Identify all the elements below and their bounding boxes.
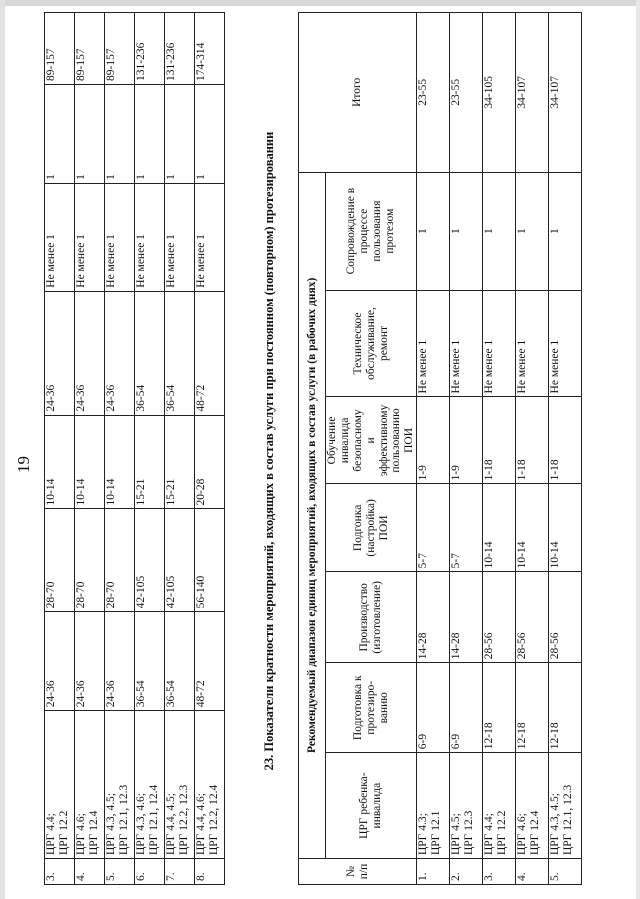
table-row: [417, 13, 450, 885]
cell-c4: 36-54: [135, 291, 165, 415]
table-row: [45, 13, 75, 885]
cell-c2: 14-28: [417, 572, 450, 663]
cell-c5: Не менее 1: [135, 183, 165, 291]
cell-crg: ЦРГ 4.3, 4.5; ЦРГ 12.1, 12.3: [105, 711, 135, 859]
table-row: [549, 13, 582, 885]
cell-crg: ЦРГ 4.4; ЦРГ 12.2: [483, 753, 516, 859]
cell-num: 4.: [516, 859, 549, 885]
cell-c3: 10-14: [516, 484, 549, 572]
cell-c3: 10-14: [483, 484, 516, 572]
cell-c2: 56-140: [195, 509, 225, 612]
cell-c7: 34-105: [483, 13, 516, 173]
cell-c4: 1-18: [516, 397, 549, 484]
cell-crg: ЦРГ 4.6; ЦРГ 12.4: [516, 753, 549, 859]
cell-c5: Не менее 1: [516, 290, 549, 397]
cell-c6: 1: [135, 85, 165, 184]
header-training: Обучение инвалида безопасному и эффективному пользованию ПОИ: [326, 397, 417, 484]
continued-table-body: [45, 13, 225, 885]
header-num: № п/п: [299, 859, 417, 885]
cell-c2: 14-28: [450, 572, 483, 663]
cell-c6: 1: [75, 85, 105, 184]
multiplicity-table-body: [417, 13, 582, 885]
cell-c3: 10-14: [549, 484, 582, 572]
cell-c1: 24-36: [105, 612, 135, 711]
table-row: [165, 13, 195, 885]
cell-c4: 1-18: [483, 397, 516, 484]
cell-crg: ЦРГ 4.4; ЦРГ 12.2: [45, 711, 75, 859]
multiplicity-table: [298, 12, 582, 885]
cell-c1: 36-54: [165, 612, 195, 711]
cell-c4: 1-9: [450, 397, 483, 484]
cell-c7: 23-55: [450, 13, 483, 173]
cell-c7: 89-157: [45, 13, 75, 85]
cell-c7: 34-107: [549, 13, 582, 173]
table-row: [483, 13, 516, 885]
cell-c3: 5-7: [417, 484, 450, 572]
table-row: [450, 13, 483, 885]
cell-num: 7.: [165, 859, 195, 885]
cell-c1: 36-54: [135, 612, 165, 711]
section-title: 23. Показатели кратности мероприятий, входящих в состав услуги при постоянном (повторном) протезировании: [262, 131, 276, 771]
cell-c1: 6-9: [417, 663, 450, 753]
header-recommended: Рекомендуемый диапазон единиц мероприятий, входящих в состав услуги (в рабочих днях): [299, 172, 326, 858]
cell-c3: 10-14: [105, 415, 135, 509]
cell-crg: ЦРГ 4.4, 4.6; ЦРГ 12.2, 12.4: [195, 711, 225, 859]
cell-c5: Не менее 1: [75, 183, 105, 291]
cell-c5: Не менее 1: [195, 183, 225, 291]
cell-c7: 131-236: [165, 13, 195, 85]
cell-c1: 48-72: [195, 612, 225, 711]
cell-c2: 28-70: [75, 509, 105, 612]
cell-c2: 28-56: [483, 572, 516, 663]
cell-num: 5.: [105, 859, 135, 885]
cell-c6: 1: [450, 172, 483, 290]
cell-c7: 131-236: [135, 13, 165, 85]
table-row: [75, 13, 105, 885]
cell-c1: 24-36: [45, 612, 75, 711]
continued-table: [44, 12, 225, 885]
header-prep: Подготовка к протезиро- ванию: [326, 663, 417, 753]
cell-num: 6.: [135, 859, 165, 885]
cell-c2: 28-70: [105, 509, 135, 612]
cell-c3: 15-21: [165, 415, 195, 509]
cell-c7: 34-107: [516, 13, 549, 173]
cell-num: 1.: [417, 859, 450, 885]
cell-crg: ЦРГ 4.4, 4.5; ЦРГ 12.2, 12.3: [165, 711, 195, 859]
cell-c5: Не менее 1: [105, 183, 135, 291]
cell-c6: 1: [483, 172, 516, 290]
table-row: [516, 13, 549, 885]
cell-num: 8.: [195, 859, 225, 885]
header-maintenance: Техническое обслуживание, ремонт: [326, 290, 417, 397]
cell-c4: 24-36: [105, 291, 135, 415]
cell-c2: 42-105: [135, 509, 165, 612]
cell-c5: Не менее 1: [417, 290, 450, 397]
cell-c6: 1: [45, 85, 75, 184]
cell-c1: 12-18: [549, 663, 582, 753]
cell-num: 3.: [483, 859, 516, 885]
cell-c1: 6-9: [450, 663, 483, 753]
cell-num: 3.: [45, 859, 75, 885]
cell-c4: 36-54: [165, 291, 195, 415]
cell-crg: ЦРГ 4.3, 4.5; ЦРГ 12.1, 12.3: [549, 753, 582, 859]
cell-c6: 1: [417, 172, 450, 290]
cell-c2: 42-105: [165, 509, 195, 612]
header-crg: ЦРГ ребенка- инвалида: [326, 753, 417, 859]
cell-c7: 89-157: [75, 13, 105, 85]
cell-crg: ЦРГ 4.5; ЦРГ 12.3: [450, 753, 483, 859]
table-row: [195, 13, 225, 885]
cell-crg: ЦРГ 4.3, 4.6; ЦРГ 12.1, 12.4: [135, 711, 165, 859]
cell-c4: 24-36: [45, 291, 75, 415]
cell-c1: 12-18: [516, 663, 549, 753]
cell-c6: 1: [105, 85, 135, 184]
cell-c5: Не менее 1: [549, 290, 582, 397]
cell-num: 5.: [549, 859, 582, 885]
page-number: 19: [14, 456, 33, 473]
header-production: Производство (изготовление): [326, 572, 417, 663]
cell-c6: 1: [165, 85, 195, 184]
cell-c5: Не менее 1: [165, 183, 195, 291]
cell-c4: 24-36: [75, 291, 105, 415]
table-row: [135, 13, 165, 885]
cell-crg: ЦРГ 4.3; ЦРГ 12.1: [417, 753, 450, 859]
cell-c4: 48-72: [195, 291, 225, 415]
cell-c3: 20-28: [195, 415, 225, 509]
cell-c5: Не менее 1: [483, 290, 516, 397]
cell-c3: 10-14: [45, 415, 75, 509]
table-row: [105, 13, 135, 885]
cell-c3: 15-21: [135, 415, 165, 509]
cell-c7: 89-157: [105, 13, 135, 85]
cell-c2: 28-70: [45, 509, 75, 612]
cell-c2: 28-56: [516, 572, 549, 663]
header-fitting: Подгонка (настройка) ПОИ: [326, 484, 417, 572]
cell-c4: 1-18: [549, 397, 582, 484]
header-total: Итого: [299, 13, 417, 173]
header-support: Сопровождение в процессе пользования протезом: [326, 172, 417, 290]
cell-c4: 1-9: [417, 397, 450, 484]
cell-c2: 28-56: [549, 572, 582, 663]
cell-crg: ЦРГ 4.6; ЦРГ 12.4: [75, 711, 105, 859]
cell-c5: Не менее 1: [45, 183, 75, 291]
cell-c1: 12-18: [483, 663, 516, 753]
cell-c7: 174-314: [195, 13, 225, 85]
cell-c6: 1: [195, 85, 225, 184]
cell-c6: 1: [549, 172, 582, 290]
cell-num: 2.: [450, 859, 483, 885]
cell-c1: 24-36: [75, 612, 105, 711]
cell-c6: 1: [516, 172, 549, 290]
cell-num: 4.: [75, 859, 105, 885]
cell-c7: 23-55: [417, 13, 450, 173]
cell-c3: 10-14: [75, 415, 105, 509]
cell-c3: 5-7: [450, 484, 483, 572]
cell-c5: Не менее 1: [450, 290, 483, 397]
